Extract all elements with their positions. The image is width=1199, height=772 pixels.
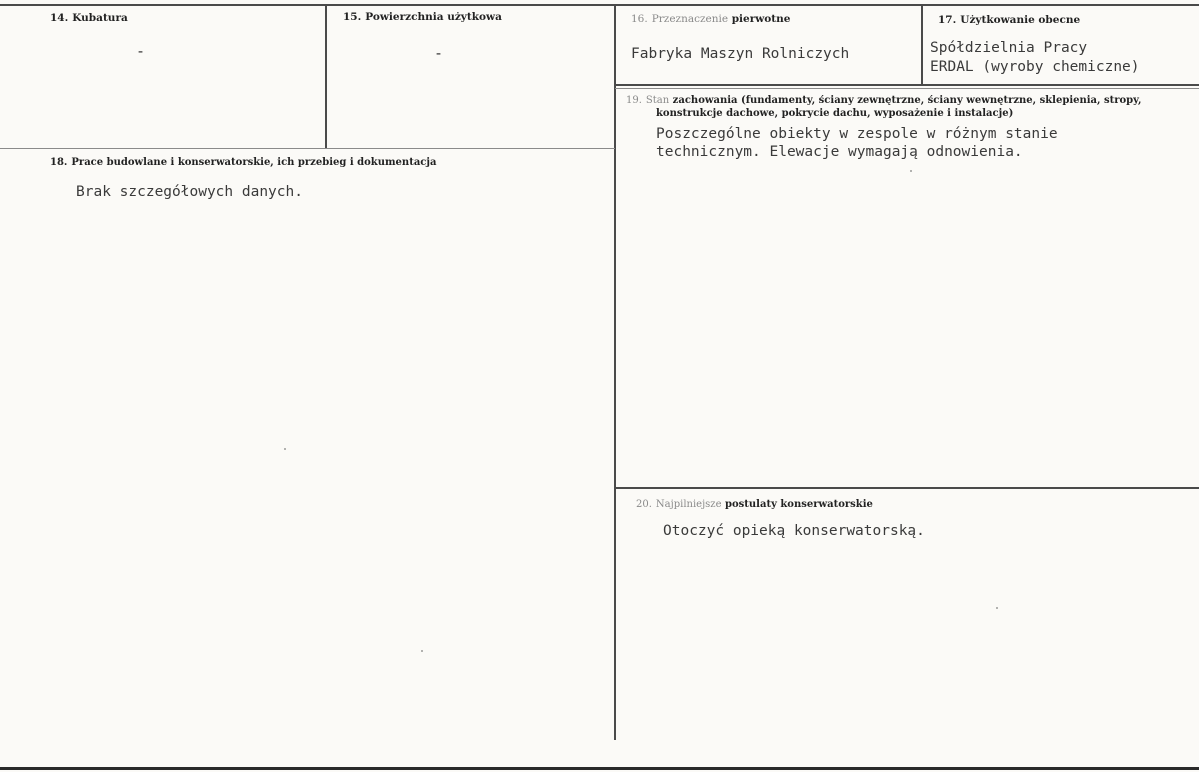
field-20-title-rest: postulaty konserwatorskie — [724, 499, 873, 510]
center-divider — [614, 5, 616, 740]
field-16-label — [631, 13, 790, 25]
scan-speck — [996, 607, 998, 609]
field-17-value-line2: ERDAL (wyroby chemiczne) — [930, 59, 1140, 75]
scan-speck — [421, 650, 423, 652]
field-19-label-line2: konstrukcje dachowe, pokrycie dachu, wyposażenie i instalacje) — [656, 108, 1014, 119]
field-19-value-line1: Poszczególne obiekty w zespole w różnym stanie — [656, 126, 1058, 142]
scan-speck — [910, 170, 912, 172]
field-15-value: - — [434, 44, 444, 62]
field-20-title-lead: Najpilniejsze — [655, 499, 722, 510]
field-14-title: Kubatura — [72, 12, 128, 24]
field-20-value: Otoczyć opieką konserwatorską. — [663, 523, 925, 539]
scan-speck — [284, 448, 286, 450]
field-16-value: Fabryka Maszyn Rolniczych — [631, 46, 850, 62]
field-14-number: 14. — [50, 12, 69, 24]
divider-14-15 — [325, 5, 327, 148]
field-19-number: 19. — [626, 95, 642, 106]
field-17-value-line1: Spółdzielnia Pracy — [930, 40, 1088, 56]
field-16-title-lead: Przeznaczenie — [651, 13, 729, 25]
field-16-number: 16. — [631, 13, 648, 25]
field-19-label-line1 — [626, 95, 1142, 106]
row-divider-19-left — [615, 88, 1199, 89]
field-18-label — [50, 157, 436, 168]
row-divider-19-20 — [615, 487, 1199, 489]
top-border — [0, 4, 1199, 6]
field-14-label — [50, 12, 128, 24]
field-17-number: 17. — [938, 14, 957, 26]
field-16-title-rest: pierwotne — [731, 13, 791, 25]
field-15-title: Powierzchnia użytkowa — [365, 11, 502, 23]
field-17-label — [938, 14, 1080, 26]
bottom-border — [0, 767, 1199, 770]
field-19-title-line1: zachowania (fundamenty, ściany zewnętrzne, ściany wewnętrzne, sklepienia, stropy, — [672, 95, 1142, 106]
field-15-number: 15. — [343, 11, 362, 23]
divider-16-17 — [921, 5, 923, 85]
field-18-number: 18. — [50, 157, 68, 168]
field-15-label — [343, 11, 502, 23]
field-17-title: Użytkowanie obecne — [960, 14, 1081, 26]
field-19-value-line2: technicznym. Elewacje wymagają odnowienia. — [656, 144, 1023, 160]
field-19-title-lead: Stan — [645, 95, 670, 106]
row-divider-16-17 — [615, 84, 1199, 86]
field-18-title: Prace budowlane i konserwatorskie, ich przebieg i dokumentacja — [71, 157, 437, 168]
field-20-label — [636, 499, 873, 510]
field-18-value: Brak szczegółowych danych. — [76, 184, 303, 200]
field-20-number: 20. — [636, 499, 652, 510]
field-14-value: - — [136, 42, 146, 60]
row-divider-left — [0, 148, 615, 149]
